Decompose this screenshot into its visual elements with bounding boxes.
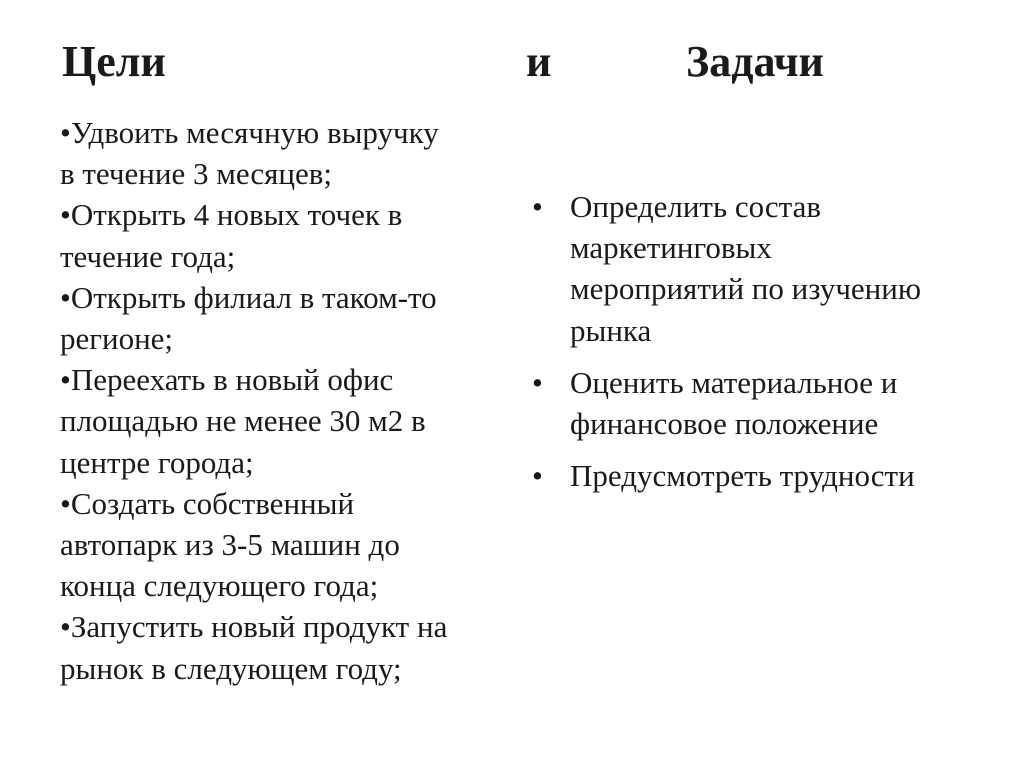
bullet-icon: •: [60, 485, 71, 521]
bullet-icon: •: [60, 362, 71, 398]
goal-line: центре города;: [60, 444, 254, 480]
goal-line: течение года;: [60, 238, 236, 274]
slide-title: [0, 34, 1024, 94]
title-and: и: [526, 37, 552, 86]
task-line: финансовое положение: [570, 406, 879, 442]
goal-line: регионе;: [60, 321, 174, 357]
bullet-icon: •: [532, 458, 543, 494]
bullet-icon: •: [532, 364, 543, 400]
task-item: [532, 362, 992, 444]
goal-item: [60, 112, 510, 194]
goal-item: [60, 483, 510, 607]
title-tasks: Задачи: [686, 37, 824, 86]
goal-item: [60, 606, 510, 688]
task-item: [532, 186, 992, 351]
task-line: рынка: [570, 312, 652, 348]
task-item: [532, 455, 992, 496]
goal-line: конца следующего года;: [60, 568, 379, 604]
bullet-icon: •: [60, 279, 71, 315]
goals-list: [60, 112, 510, 689]
task-line: маркетинговых: [570, 230, 772, 266]
goal-line: Открыть 4 новых точек в: [70, 197, 403, 233]
goal-item: [60, 277, 510, 359]
bullet-icon: •: [60, 609, 71, 645]
bullet-icon: •: [60, 115, 71, 150]
goal-line: Запустить новый продукт на: [70, 609, 448, 645]
task-line: мероприятий по изучению: [570, 271, 922, 307]
goal-line: Удвоить месячную выручку: [70, 115, 439, 150]
goal-line: Создать собственный: [70, 485, 355, 521]
task-line: Предусмотреть трудности: [570, 458, 915, 494]
task-line: Оценить материальное и: [570, 364, 898, 400]
goal-line: Переехать в новый офис: [70, 362, 394, 398]
bullet-icon: •: [60, 197, 71, 233]
goal-item: [60, 359, 510, 483]
goal-line: автопарк из 3-5 машин до: [60, 527, 400, 563]
task-line: Определить состав: [570, 189, 821, 224]
goal-line: рынок в следующем году;: [60, 650, 402, 686]
goal-line: площадью не менее 30 м2 в: [60, 403, 426, 439]
goal-line: в течение 3 месяцев;: [60, 156, 332, 192]
bullet-icon: •: [532, 189, 543, 224]
goal-item: [60, 194, 510, 276]
title-goals: Цели: [62, 37, 166, 86]
goal-line: Открыть филиал в таком-то: [70, 279, 437, 315]
tasks-list: [532, 186, 992, 507]
